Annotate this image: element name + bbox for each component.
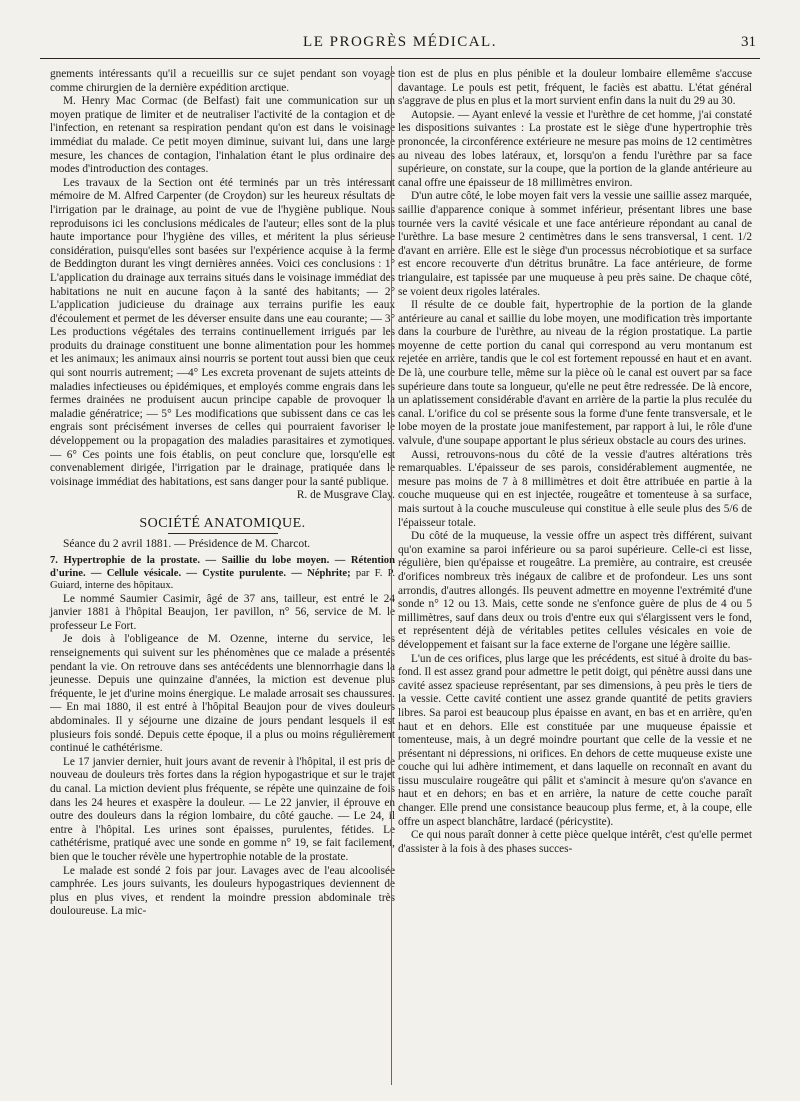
header-rule [40,58,760,59]
paragraph: Du côté de la muqueuse, la vessie offre un aspect très différent, suivant qu'on examine sa paroi inférieure ou sa paroi supérieure. Celle-ci est lisse, régulière, bien qu'épaisse et rougeâtre. La première, au contraire, est creusée d'orifices nombreux très inégaux de calibre et de profondeur. Les uns sont arrondis, d'autres allongés. Ils peuvent admettre en moyenne l'extrémité d'une sonde n° 12 ou 13. Mais, cette sonde ne s'enfonce guère de plus de 4 ou 5 millimètres, sauf dans deux ou trois d'entre eux qui s'élargissent vers le fond, et représentent déjà de véritables petites cellules vésicales en voie de développement et faisant sur la face externe de l'organe une légère saillie. [398,530,752,651]
case-title-text: 7. Hypertrophie de la prostate. — Saillie du lobe moyen. — Rétention d'urine. — Cellule vésicale. — Cystite purulente. — Néphrite; [50,555,395,579]
paragraph: Le nommé Saumier Casimir, âgé de 37 ans, tailleur, est entré le 24 janvier 1881 à l'hôpital Beaujon, 1er pavillon, n° 56, service de M. le professeur Le Fort. [50,592,395,632]
case-author: par F. P. Guiard, interne des hôpitaux. [50,567,395,592]
paragraph: Les travaux de la Section ont été terminés par un très intéressant mémoire de M. Alfred Carpenter (de Croydon) sur les heureux résultats de l'irrigation par le drainage, au point de vue de l'hygiène publique. Nous reproduisons ici les conclusions médicales de l'auteur; elles sont de la plus haute importance pour l'hygiène des villes, et méritent la plus sérieuse considération, puisqu'elles sont basées sur l'expérience acquise à la ferme de Beddington durant les vingt dernières années. Voici ces conclusions : 1° L'application du drainage aux terrains situés dans le voisinage immédiat des habitations ne nuit en aucune façon à la santé des habitants; — 2° L'application judicieuse du drainage aux terrains purifie les eaux d'écoulement et permet de les déverser ensuite dans une eau courante; — 3° Les productions végétales des terrains continuellement irrigués par les produits du drainage constituent une bonne alimentation pour les hommes et les animaux; les animaux ainsi nourris se portent tout aussi bien que ceux qui sont nourris autrement; —4° Les excreta provenant de sujets atteints de maladies infectieuses ou épidémiques, et employés comme engrais dans les fermes drainées ne produisent aucun principe capable de provoquer la maladie génératrice; — 5° Les modifications que subissent dans ce cas les engrais sont précisément inverses de celles qui pourraient favoriser le développement ou la propagation des maladies parasitaires et zymotiques. — 6° Ces points une fois établis, on peut conclure que, lorsqu'elle est convenablement dirigée, l'irrigation par le drainage, pratiquée dans le voisinage immédiat des habitations, est sans danger pour la santé publique. [50,176,395,488]
left-column [50,68,395,919]
paragraph: Il résulte de ce double fait, hypertrophie de la portion de la glande antérieure au canal et saillie du lobe moyen, une modification très importante dans la courbure de l'urèthre, au niveau de la région prostatique. La partie moyenne de cette portion du canal qui correspond au veru montanum est rejetée en arrière, tandis que le col est fortement repoussé en haut et en avant. De là, une courbure telle, même sur la pièce où le canal est ouvert par sa face supérieure dans toute sa longueur, qu'elle ne peut être redressée. De là encore, un aplatissement considérable d'avant en arrière de la partie la plus reculée du canal. L'orifice du col se présente sous la forme d'une fente transversale, et le lobe moyen de la prostate joue manifestement, par rapport à lui, le rôle d'une valvule, d'une soupape apportant le plus sérieux obstacle au cours des urines. [398,299,752,448]
paragraph: gnements intéressants qu'il a recueillis sur ce sujet pendant son voyage comme chirurgien de la dernière expédition arctique. [50,68,395,94]
page-number: 31 [741,34,756,50]
section-rule [168,533,278,534]
paragraph: L'un de ces orifices, plus large que les précédents, est situé à droite du bas-fond. Il est assez grand pour admettre le petit doigt, qui pénètre aussi dans une cavité assez spacieuse représentant, par ses dimensions, à peu près le tiers de la vessie. Cette cavité contient une assez grande quantité de petits graviers libres. Sa paroi est beaucoup plus épaisse en avant, en bas et en arrière, qu'en haut et en dehors. Elle est constituée par une muqueuse épaissie et tomenteuse, mais, à un degré moindre pourtant que celle de la vessie et ne présentant ni dépressions, ni orifices. En dehors de cette muqueuse existe une couche qui lui adhère intimement, et dans laquelle on reconnaît en avant du tissu musculaire rougeâtre qui pâlit et s'amincit à mesure qu'on s'avance en haut et en dehors; en bas et en arrière, la nature de cette couche paraît changer. Elle prend une consistance beaucoup plus ferme, et, à la coupe, elle offre un aspect blanchâtre, lardacé (péricystite). [398,652,752,828]
paragraph: tion est de plus en plus pénible et la douleur lombaire ellemême s'accuse davantage. Le pouls est petit, fréquent, le faciès est abattu. L'état général s'aggrave de plus en plus et la mort survient enfin dans la nuit du 29 au 30. [398,68,752,108]
paragraph: M. Henry Mac Cormac (de Belfast) fait une communication sur un moyen pratique de limiter et de neutraliser l'activité de la contagion et de l'infection, en retenant sa respiration pendant qu'on est dans le voisinage immédiat du malade. Ce petit moyen diminue, suivant lui, dans une large mesure, les chances de contagion, l'inhalation étant le plus ordinaire des modes d'introduction des contages. [50,95,395,176]
paragraph: Autopsie. — Ayant enlevé la vessie et l'urèthre de cet homme, j'ai constaté les dispositions suivantes : La prostate est le siège d'une hypertrophie très prononcée, la circonférence extérieure ne mesure pas moins de 12 centimètres au niveau des lobes latéraux, et, lorsqu'on a fendu l'urèthre par sa face supérieure, on constate, sur la coupe, que la portion de la glande antérieure au canal offre une épaisseur de 18 millimètres environ. [398,108,752,189]
paragraph: Le 17 janvier dernier, huit jours avant de revenir à l'hôpital, il est pris de nouveau de douleurs très fortes dans la région hypogastrique et sur le trajet du canal. La miction devient plus fréquente, se répète une quinzaine de fois dans les 24 heures et exaspère la douleur. — Le 22 janvier, il éprouve en outre des douleurs dans la région lombaire, du côté gauche. — Le 24, il entre à l'hôpital. Les urines sont épaisses, purulentes, fétides. Le cathétérisme, pratiqué avec une sonde en gomme n° 19, se fait facilement, bien que le toucher révèle une hypertrophie notable de la prostate. [50,755,395,863]
case-title [50,555,395,593]
paragraph: Aussi, retrouvons-nous du côté de la vessie d'autres altérations très remarquables. L'épaisseur de ses parois, considérablement augmentée, ne mesure pas moins de 7 à 8 millimètres et doit être attribuée en partie à la couche muqueuse qui en est injectée, rougeâtre et tomenteuse à sa surface, mais surtout à la couche musculeuse qui constitue à elle seule plus des 5/6 de l'épaisseur totale. [398,448,752,529]
right-column [398,68,752,856]
paragraph: Ce qui nous paraît donner à cette pièce quelque intérêt, c'est qu'elle permet d'assister à la fois à des phases succes- [398,829,752,855]
paragraph: Le malade est sondé 2 fois par jour. Lavages avec de l'eau alcoolisée camphrée. Les jours suivants, les douleurs hypogastriques deviennent de plus en plus vives, et rendent la moindre pression abdominale très douloureuse. La mic- [50,864,395,918]
session-line: Séance du 2 avril 1881. — Présidence de M. Charcot. [63,537,311,550]
journal-title: LE PROGRÈS MÉDICAL. [303,34,497,50]
paragraph: Je dois à l'obligeance de M. Ozenne, interne du service, les renseignements qui suivent sur les phénomènes que ce malade a présentés pendant la vie. On retrouve dans ses antécédents une blennorrhagie dans la jeunesse. Depuis une quinzaine d'années, la miction est devenue plus fréquente, le jet d'urine moins énergique. Le malade arrosait ses chaussures. — En mai 1880, il est entré à l'hôpital Beaujon pour de vives douleurs abdominales. Il y séjourne une dizaine de jours pendant lesquels il est plusieurs fois sondé. Depuis cette époque, il a plus ou moins régulièrement continué le cathétérisme. [50,633,395,755]
column-divider [391,66,392,1085]
page-header [40,34,760,56]
section-title: SOCIÉTÉ ANATOMIQUE. [139,516,306,531]
paragraph: D'un autre côté, le lobe moyen fait vers la vessie une saillie assez marquée, saillie d'apparence conique à sommet inférieur, présentant libres une base tournée vers la cavité vésicale et une face antérieure répondant au canal de l'urèthre. La base mesure 2 centimètres dans le sens transversal, 1 cent. 1/2 d'avant en arrière. Elle est le siège d'un processus nécrobiotique et sa surface est encore recouverte d'un détritus brunâtre. La face antérieure, de forme triangulaire, est tapissée par une muqueuse à peu près saine. De chaque côté, se voient deux rigoles latérales. [398,190,752,298]
author-signature: R. de Musgrave Clay. [296,489,395,502]
